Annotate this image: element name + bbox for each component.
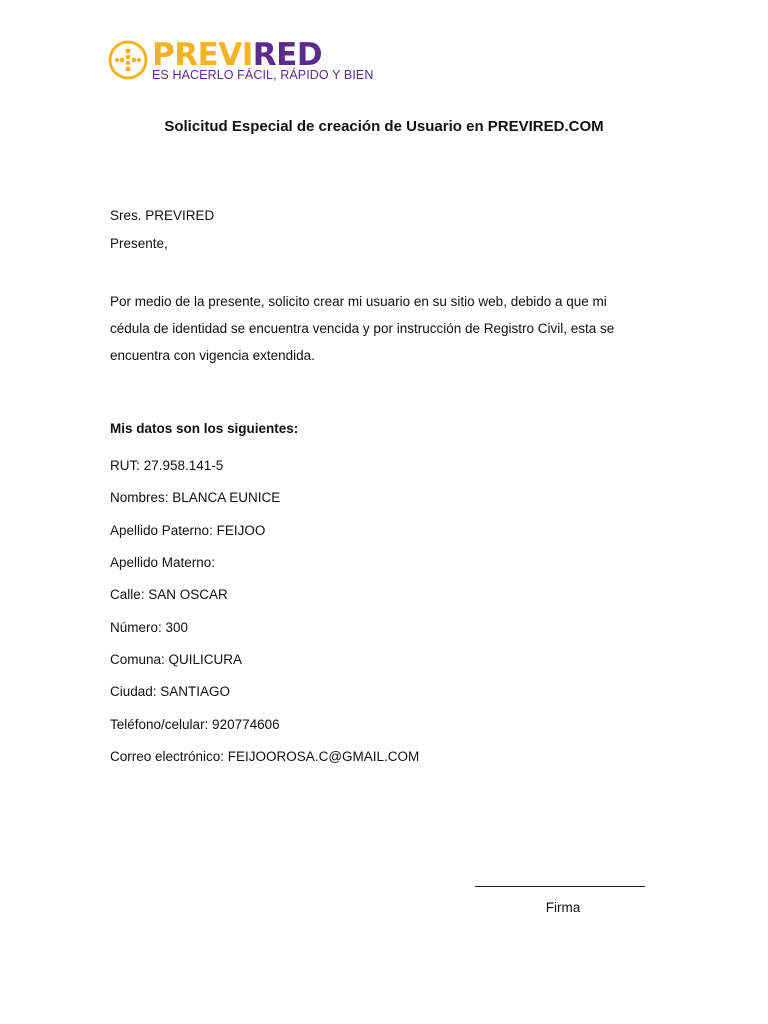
field-rut: RUT: 27.958.141-5 xyxy=(110,458,224,473)
signature-line xyxy=(475,886,645,887)
body-line-2: cédula de identidad se encuentra vencida y por instrucción de Registro Civil, esta se xyxy=(110,321,615,336)
field-apellido-materno: Apellido Materno: xyxy=(110,555,216,570)
field-calle: Calle: SAN OSCAR xyxy=(110,587,228,602)
logo-wordmark xyxy=(152,38,322,72)
field-numero: Número: 300 xyxy=(110,620,189,635)
field-nombres: Nombres: BLANCA EUNICE xyxy=(110,490,281,505)
field-apellido-paterno: Apellido Paterno: FEIJOO xyxy=(110,523,266,538)
document-title: Solicitud Especial de creación de Usuario en PREVIRED.COM xyxy=(164,118,604,135)
body-line-1: Por medio de la presente, solicito crear mi usuario en su sitio web, debido a que mi xyxy=(110,294,607,309)
logo-word-part1: PREVI xyxy=(152,37,253,73)
salutation-line-2: Presente, xyxy=(110,236,168,251)
field-ciudad: Ciudad: SANTIAGO xyxy=(110,684,231,699)
previred-logo xyxy=(108,37,374,84)
field-correo: Correo electrónico: FEIJOOROSA.C@GMAIL.COM xyxy=(110,749,420,764)
previred-logo-icon xyxy=(108,40,148,80)
field-telefono: Teléfono/celular: 920774606 xyxy=(110,717,280,732)
logo-word-part2: RED xyxy=(252,37,323,73)
field-comuna: Comuna: QUILICURA xyxy=(110,652,243,667)
signature-label: Firma xyxy=(545,900,581,915)
body-line-3: encuentra con vigencia extendida. xyxy=(110,348,315,363)
data-heading: Mis datos son los siguientes: xyxy=(110,421,299,436)
salutation-line-1: Sres. PREVIRED xyxy=(110,208,215,223)
logo-tagline: ES HACERLO FÁCIL, RÁPIDO Y BIEN xyxy=(152,68,374,82)
